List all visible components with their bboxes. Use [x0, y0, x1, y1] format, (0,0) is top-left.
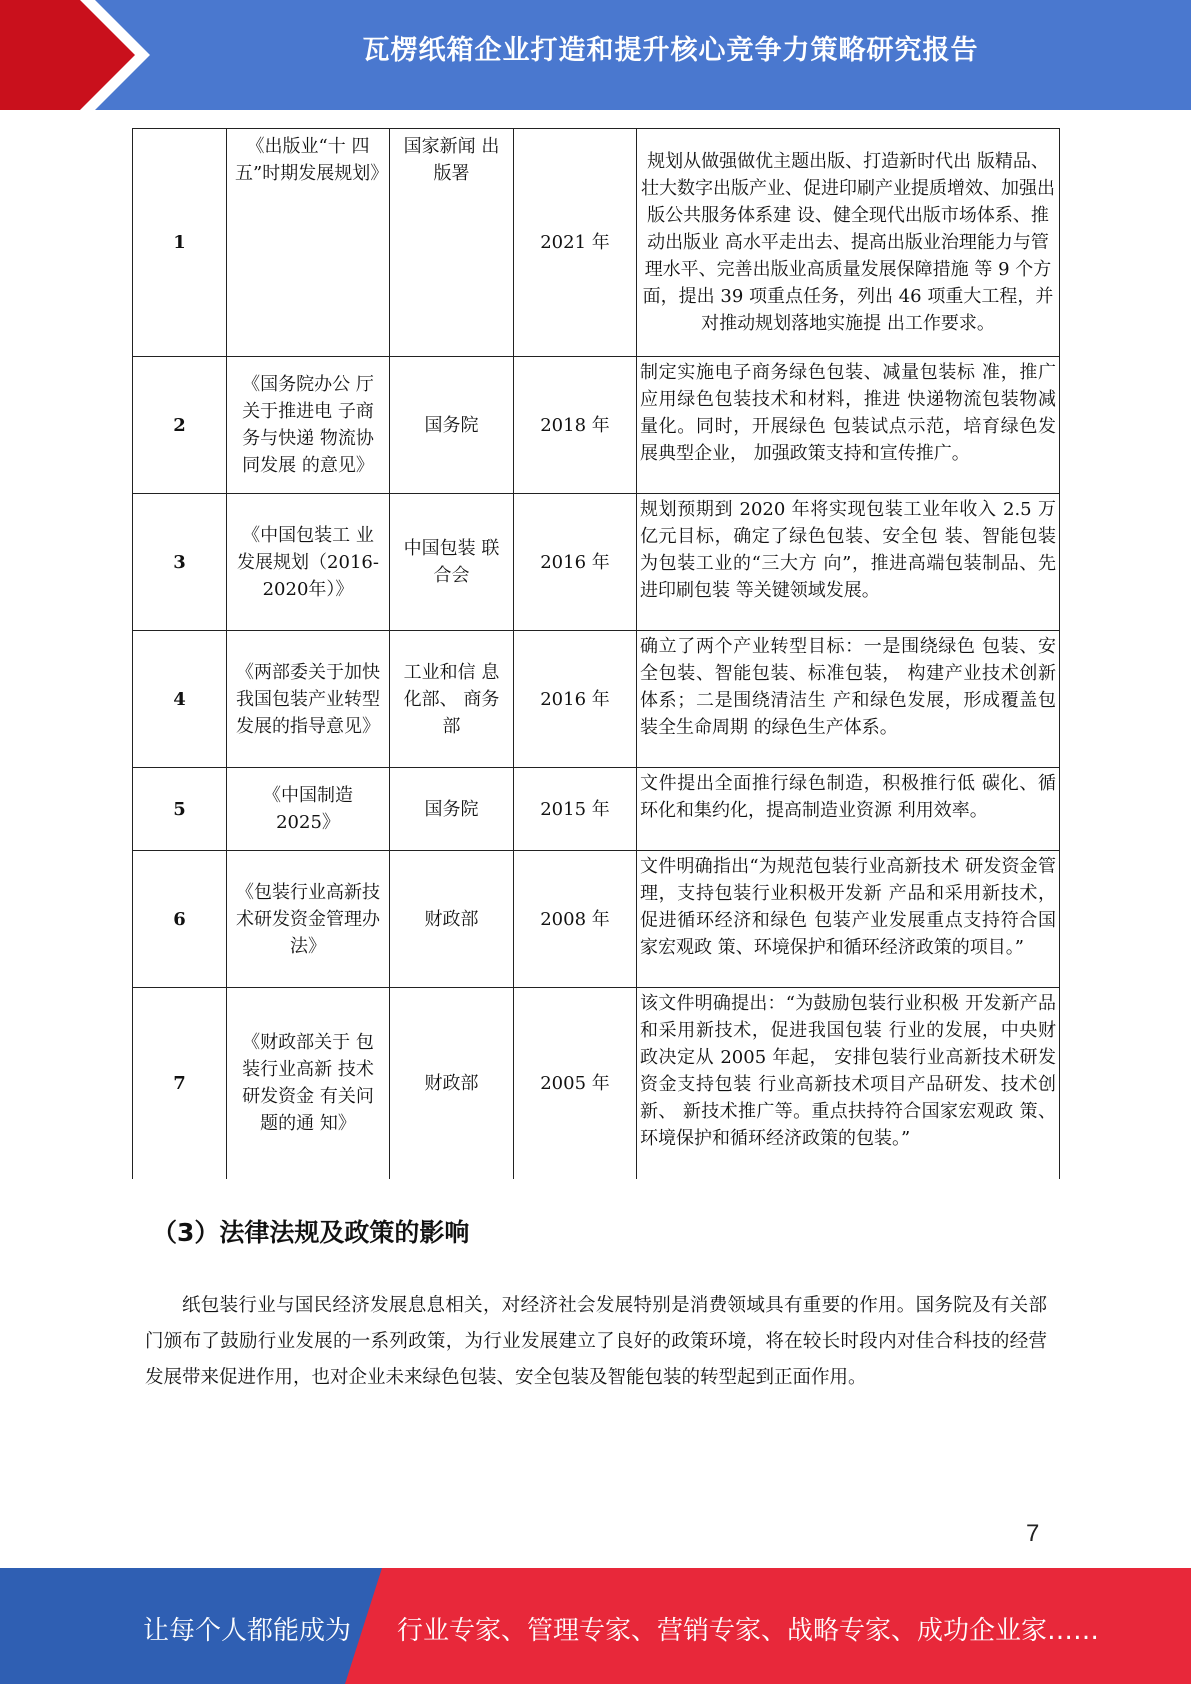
- policy-year: 2005 年: [514, 988, 637, 1179]
- policy-content: 规划从做强做优主题出版、打造新时代出 版精品、壮大数字出版产业、促进印刷产业提质增效、加强出版公共服务体系建 设、健全现代出版市场体系、推动出版业 高水平走出去、提高出版业治理能力与管 理水平、完善出版业高质量发展保障措施 等 9 个方面，提出 39 项重点任务，列出 46 项重大工程，并对推动规划落地实施提 出工作要求。: [637, 129, 1060, 357]
- policy-year: 2018 年: [514, 357, 637, 494]
- header-arrow-decoration: [0, 0, 180, 110]
- policy-year: 2021 年: [514, 129, 637, 357]
- policy-content: 制定实施电子商务绿色包装、减量包装标 准，推广应用绿色包装技术和材料，推进 快递物流包装物减量化。同时，开展绿色 包装试点示范，培育绿色发展典型企业， 加强政策支持和宣传推广。: [637, 357, 1060, 494]
- policy-issuer: 国务院: [390, 768, 514, 851]
- policy-issuer: 国家新闻 出版署: [390, 129, 514, 357]
- policy-issuer: 工业和信 息化部、 商务部: [390, 631, 514, 768]
- row-number: 4: [133, 631, 227, 768]
- report-title: 瓦楞纸箱企业打造和提升核心竞争力策略研究报告: [362, 35, 979, 66]
- footer-slogan-right: 行业专家、管理专家、营销专家、战略专家、成功企业家……: [397, 1616, 1100, 1646]
- table-row: [133, 357, 1060, 494]
- policy-content: 文件明确指出“为规范包装行业高新技术 研发资金管理，支持包装行业积极开发新 产品和采用新技术，促进循环经济和绿色 包装产业发展重点支持符合国家宏观政 策、环境保护和循环经济政策的项目。”: [637, 851, 1060, 988]
- policy-content: 该文件明确提出：“为鼓励包装行业积极 开发新产品和采用新技术，促进我国包装 行业的发展，中央财政决定从 2005 年起， 安排包装行业高新技术研发资金支持包装 行业高新技术项目产品研发、技术创新、 新技术推广等。重点扶持符合国家宏观政 策、环境保护和循环经济政策的包装。”: [637, 988, 1060, 1179]
- policy-issuer: 国务院: [390, 357, 514, 494]
- policy-content: 文件提出全面推行绿色制造，积极推行低 碳化、循环化和集约化，提高制造业资源 利用效率。: [637, 768, 1060, 851]
- policy-year: 2015 年: [514, 768, 637, 851]
- policy-name: 《财政部关于 包装行业高新 技术研发资金 有关问题的通 知》: [227, 988, 390, 1179]
- row-number: 7: [133, 988, 227, 1179]
- policy-content: 规划预期到 2020 年将实现包装工业年收入 2.5 万亿元目标，确定了绿色包装、安全包 装、智能包装为包装工业的“三大方 向”，推进高端包装制品、先进印刷包装 等关键领域发展。: [637, 494, 1060, 631]
- policy-year: 2008 年: [514, 851, 637, 988]
- policy-name: 《中国制造 2025》: [227, 768, 390, 851]
- policy-name: 《国务院办公 厅关于推进电 子商务与快递 物流协同发展 的意见》: [227, 357, 390, 494]
- table-row: [133, 851, 1060, 988]
- page-footer: [0, 1568, 1191, 1684]
- policy-content: 确立了两个产业转型目标：一是围绕绿色 包装、安全包装、智能包装、标准包装， 构建产业技术创新体系；二是围绕清洁生 产和绿色发展，形成覆盖包装全生命周期 的绿色生产体系。: [637, 631, 1060, 768]
- section-heading: （3）法律法规及政策的影响: [152, 1218, 470, 1247]
- page-number: 7: [1026, 1520, 1040, 1547]
- policy-year: 2016 年: [514, 494, 637, 631]
- table-row: [133, 631, 1060, 768]
- page-header: [0, 0, 1191, 110]
- policy-name: 《两部委关于加快我国包装产业转型发展的指导意见》: [227, 631, 390, 768]
- policy-issuer: 中国包装 联合会: [390, 494, 514, 631]
- row-number: 3: [133, 494, 227, 631]
- policy-name: 《中国包装工 业发展规划（2016-2020年）》: [227, 494, 390, 631]
- policy-name: 《出版业“十 四五”时期发展规划》: [227, 129, 390, 357]
- table-row: [133, 129, 1060, 357]
- row-number: 5: [133, 768, 227, 851]
- body-paragraph: 纸包装行业与国民经济发展息息相关，对经济社会发展特别是消费领域具有重要的作用。国务院及有关部门颁布了鼓励行业发展的一系列政策，为行业发展建立了良好的政策环境，将在较长时段内对佳合科技的经营发展带来促进作用，也对企业未来绿色包装、安全包装及智能包装的转型起到正面作用。: [145, 1295, 1047, 1388]
- policy-table: [132, 128, 1060, 1179]
- row-number: 1: [133, 129, 227, 357]
- row-number: 6: [133, 851, 227, 988]
- table-row: [133, 768, 1060, 851]
- table-row: [133, 494, 1060, 631]
- row-number: 2: [133, 357, 227, 494]
- footer-slogan-left: 让每个人都能成为: [143, 1616, 352, 1646]
- policy-issuer: 财政部: [390, 851, 514, 988]
- policy-issuer: 财政部: [390, 988, 514, 1179]
- policy-year: 2016 年: [514, 631, 637, 768]
- table-row: [133, 988, 1060, 1179]
- policy-name: 《包装行业高新技术研发资金管理办法》: [227, 851, 390, 988]
